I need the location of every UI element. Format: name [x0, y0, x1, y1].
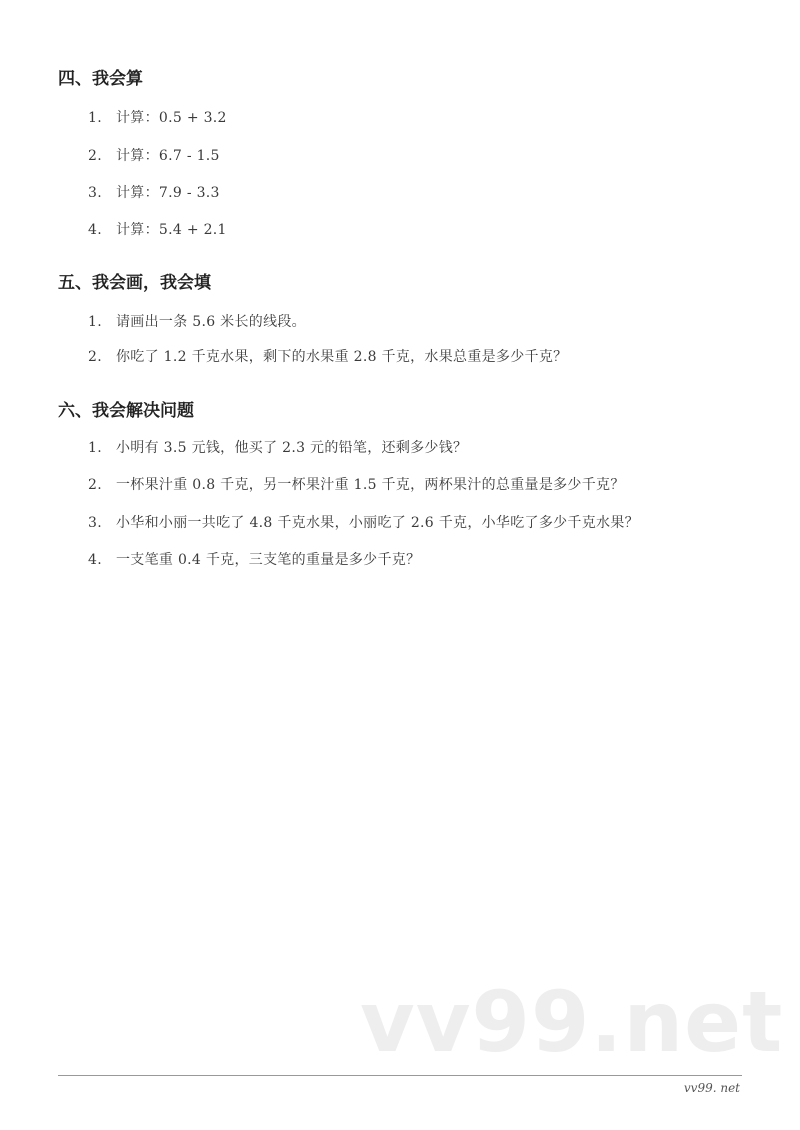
list-item [88, 346, 567, 366]
item-number: 1. [88, 440, 102, 456]
section-title-6: 六、我会解决问题 [58, 401, 194, 421]
item-number: 2. [88, 349, 102, 365]
item-text: 计算：7.9 - 3.3 [116, 185, 220, 201]
list-item [88, 107, 227, 127]
item-text: 你吃了 1.2 千克水果，剩下的水果重 2.8 千克，水果总重是多少千克？ [116, 349, 568, 365]
item-text: 一支笔重 0.4 千克，三支笔的重量是多少千克？ [116, 552, 421, 568]
list-item [88, 549, 420, 569]
item-text: 计算：5.4 + 2.1 [116, 222, 227, 238]
list-item [88, 311, 306, 331]
watermark: vv99.net [360, 973, 784, 1071]
item-number: 1. [88, 110, 102, 126]
item-number: 2. [88, 148, 102, 164]
item-number: 1. [88, 314, 102, 330]
item-number: 4. [88, 222, 102, 238]
item-number: 3. [88, 185, 102, 201]
item-number: 3. [88, 515, 102, 531]
section-title-4: 四、我会算 [58, 69, 143, 89]
footer-divider [58, 1075, 742, 1076]
item-text: 小华和小丽一共吃了 4.8 千克水果，小丽吃了 2.6 千克，小华吃了多少千克水果？ [116, 515, 639, 531]
item-text: 请画出一条 5.6 米长的线段。 [116, 314, 306, 330]
list-item [88, 145, 220, 165]
item-text: 小明有 3.5 元钱，他买了 2.3 元的铅笔，还剩多少钱？ [116, 440, 468, 456]
item-text: 计算：6.7 - 1.5 [116, 148, 220, 164]
list-item [88, 219, 227, 239]
section-title-5: 五、我会画，我会填 [58, 273, 211, 293]
list-item [88, 437, 467, 457]
item-number: 4. [88, 552, 102, 568]
item-number: 2. [88, 477, 102, 493]
item-text: 计算：0.5 + 3.2 [116, 110, 227, 126]
footer-site-label: vv99. net [683, 1081, 740, 1095]
item-text: 一杯果汁重 0.8 千克，另一杯果汁重 1.5 千克，两杯果汁的总重量是多少千克？ [116, 477, 625, 493]
list-item [88, 474, 625, 494]
list-item [88, 512, 639, 532]
list-item [88, 182, 220, 202]
